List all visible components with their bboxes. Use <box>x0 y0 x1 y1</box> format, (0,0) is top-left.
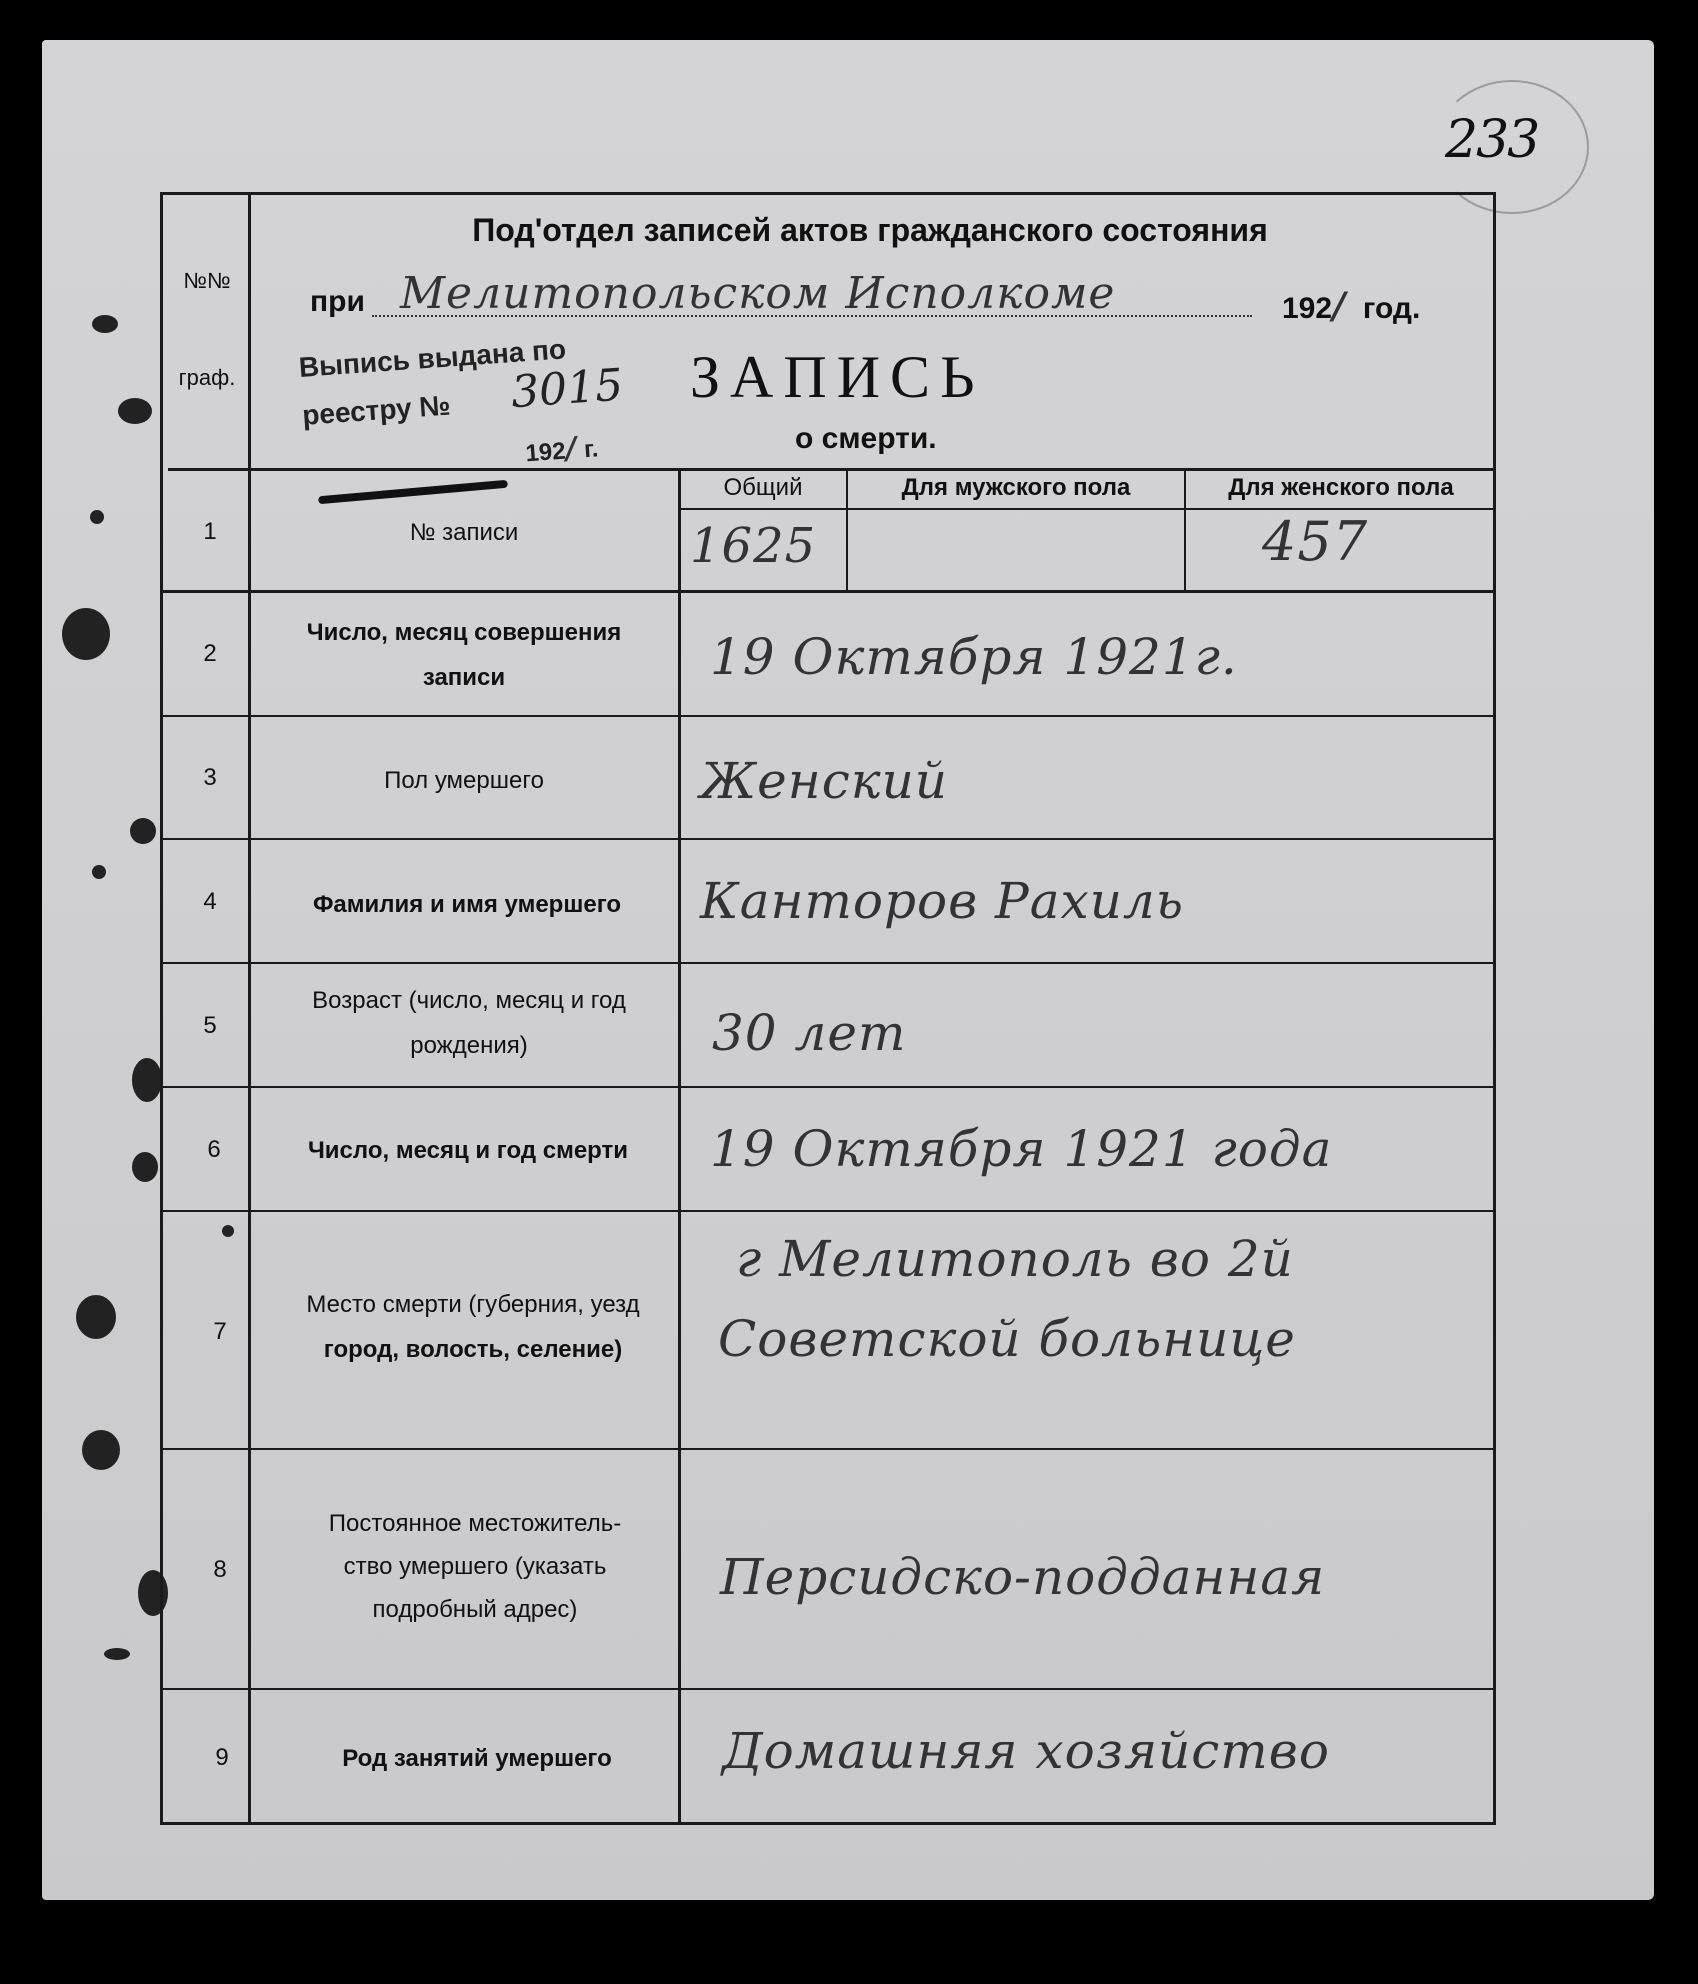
col-header-male: Для мужского пола <box>901 474 1131 501</box>
row-number: 1 <box>203 518 217 545</box>
stamp-line3: 192/ г. <box>524 430 600 468</box>
row-divider <box>160 962 1496 964</box>
deceased-name: Канторов Рахиль <box>700 872 1184 930</box>
col-divider-male <box>1184 470 1186 592</box>
row-number: 3 <box>203 764 217 791</box>
graf-header: граф. <box>178 365 236 390</box>
gender-value: Женский <box>700 752 948 810</box>
row-divider <box>160 1086 1496 1088</box>
punch-hole <box>62 608 110 660</box>
punch-hole <box>90 510 104 524</box>
row-label: Фамилия и имя умершего <box>312 891 622 918</box>
row-number: 7 <box>213 1318 227 1345</box>
age-value: 30 лет <box>712 1004 907 1062</box>
record-number-female: 457 <box>1262 510 1369 573</box>
record-number-general: 1625 <box>690 518 817 574</box>
row-divider <box>160 715 1496 717</box>
year-suffix: год. <box>1362 292 1421 325</box>
row-number: 4 <box>203 888 217 915</box>
death-place-line2: Советской больнице <box>718 1310 1296 1368</box>
col-header-female: Для женского пола <box>1228 474 1454 501</box>
registration-date: 19 Октября 1921г. <box>710 628 1238 686</box>
permanent-residence: Персидско-подданная <box>720 1548 1326 1606</box>
punch-hole <box>132 1152 158 1182</box>
row-divider <box>160 1688 1496 1690</box>
pri-value: Мелитопольском Исполкоме <box>400 268 1116 319</box>
row-divider <box>168 468 1496 471</box>
row-number: 2 <box>203 640 217 667</box>
stamp-line2: реестру № <box>301 389 452 431</box>
row-number: 8 <box>213 1556 227 1583</box>
row-divider <box>160 1448 1496 1450</box>
row-divider <box>678 508 1496 510</box>
row-divider <box>160 590 1496 593</box>
record-subtitle: о смерти. <box>795 422 937 455</box>
punch-hole <box>76 1295 116 1339</box>
punch-hole <box>132 1058 162 1102</box>
col-header-general: Общий <box>723 474 803 501</box>
punch-hole <box>82 1430 120 1470</box>
row-number: 5 <box>203 1012 217 1039</box>
punch-hole <box>92 315 118 333</box>
row-label: Постоянное местожитель- ство умершего (указать подробный адрес) <box>328 1510 622 1623</box>
year-prefix: 192 <box>1282 292 1333 325</box>
year-label: 192/ год. <box>1282 285 1421 327</box>
row-label: Возраст (число, месяц и год рождения) <box>312 987 626 1059</box>
punch-hole <box>118 398 152 424</box>
stamp-number: 3015 <box>509 359 625 419</box>
punch-hole <box>130 818 156 844</box>
row-divider <box>160 1210 1496 1212</box>
punch-hole <box>92 865 106 879</box>
death-place-line1: г Мелитополь во 2й <box>736 1230 1294 1288</box>
nn-header: №№ <box>183 268 231 293</box>
col-divider-general <box>846 470 848 592</box>
page-number: 233 <box>1445 110 1539 170</box>
row-label: Число, месяц совершения записи <box>306 619 622 691</box>
row-number: 6 <box>207 1136 221 1163</box>
death-date: 19 Октября 1921 года <box>710 1120 1333 1178</box>
pri-label: при <box>310 285 365 318</box>
row-divider <box>160 838 1496 840</box>
row-label: Пол умершего <box>384 767 544 794</box>
row-label: Место смерти (губерния, уезд город, волость, селение) <box>306 1291 640 1363</box>
row-label: № записи <box>409 519 519 546</box>
record-title: ЗАПИСЬ <box>690 344 985 410</box>
row-label: Род занятий умершего <box>342 1745 612 1772</box>
form-title: Под'отдел записей актов гражданского состояния <box>472 212 1268 248</box>
punch-hole <box>104 1648 130 1660</box>
stamp-line1: Выпись выдана по <box>297 333 567 383</box>
row-label: Число, месяц и год смерти <box>307 1137 629 1164</box>
occupation-value: Домашняя хозяйство <box>722 1722 1330 1780</box>
row-number: 9 <box>215 1744 229 1771</box>
